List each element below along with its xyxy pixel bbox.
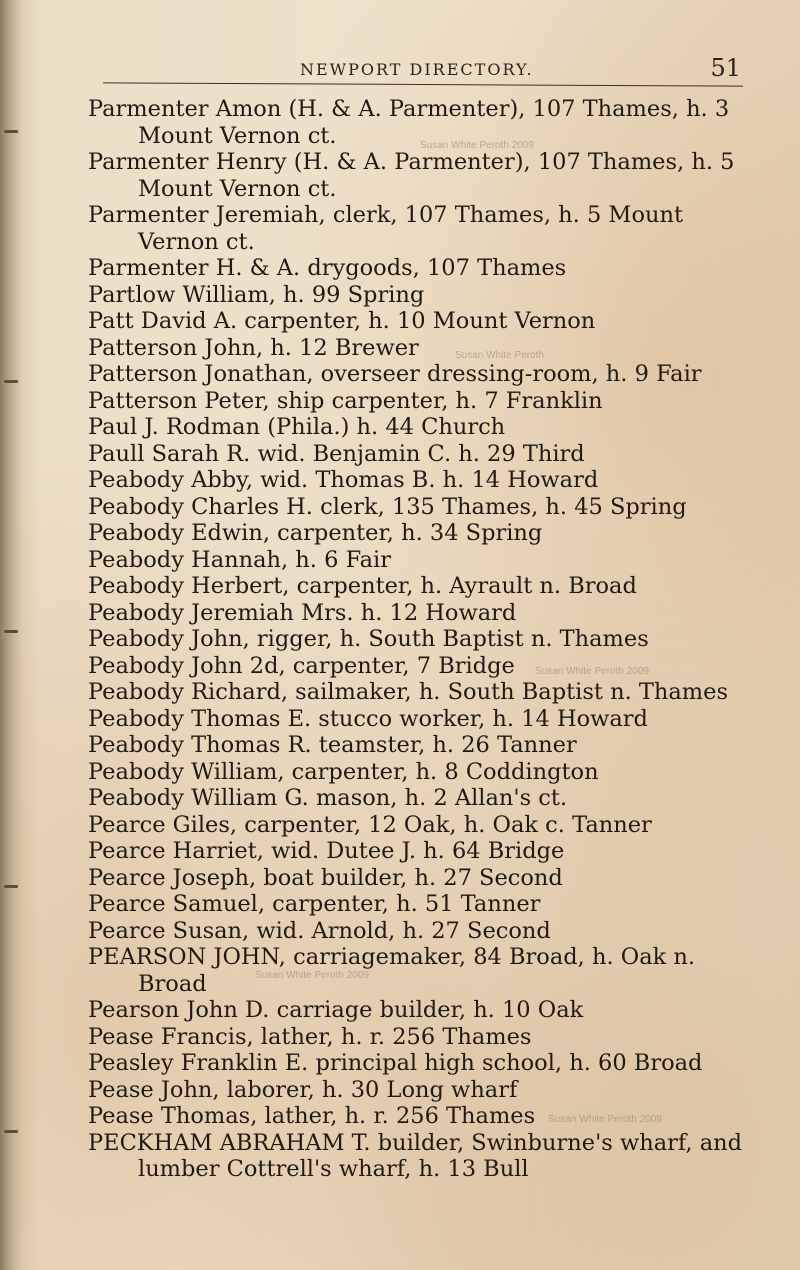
directory-entry: Parmenter Henry (H. & A. Parmenter), 107 Thames, h. 5 Mount Vernon ct. [88,149,735,202]
watermark: Susan White Peroth 2009 [548,1114,662,1125]
directory-entry: Peabody John 2d, carpenter, 7 Bridge [88,652,515,679]
binding-stitch [4,1130,18,1133]
directory-entry: Pease Thomas, lather, h. r. 256 Thames [88,1103,536,1129]
directory-entry: Peabody William G. mason, h. 2 Allan's ct. [88,785,568,811]
watermark: Susan White Peroth 2009 [420,140,534,151]
directory-entry: Pearce Joseph, boat builder, h. 27 Second [88,864,563,891]
book-binding [0,0,22,1270]
binding-stitch [4,630,18,633]
page-title: NEWPORT DIRECTORY. [300,60,534,79]
directory-entry: Patterson John, h. 12 Brewer [88,334,419,361]
watermark: Susan White Peroth 2009 [255,970,369,981]
directory-entry: Pease John, laborer, h. 30 Long wharf [88,1076,518,1103]
directory-entry: Partlow William, h. 99 Spring [88,281,425,308]
watermark: Susan White Peroth [455,350,544,361]
binding-stitch [4,130,18,133]
directory-entry: Pearce Samuel, carpenter, h. 51 Tanner [88,891,541,917]
directory-entry: Peabody Herbert, carpenter, h. Ayrault n. Broad [88,573,637,599]
directory-entry: PEARSON JOHN, carriagemaker, 84 Broad, h. Oak n. Broad [88,944,696,997]
directory-entry: Parmenter H. & A. drygoods, 107 Thames [88,255,567,281]
directory-entries [88,96,748,1183]
directory-entry: Peasley Franklin E. principal high school, h. 60 Broad [88,1050,703,1076]
directory-entry: Patterson Peter, ship carpenter, h. 7 Franklin [88,387,603,414]
directory-entry: Peabody Hannah, h. 6 Fair [88,546,392,573]
directory-entry: Paul J. Rodman (Phila.) h. 44 Church [88,414,506,440]
binding-stitch [4,885,18,888]
directory-entry: Parmenter Amon (H. & A. Parmenter), 107 Thames, h. 3 Mount Vernon ct. [88,96,730,149]
directory-entry: Peabody John, rigger, h. South Baptist n. Thames [88,626,649,652]
directory-entry: Pease Francis, lather, h. r. 256 Thames [88,1023,532,1050]
directory-entry: Peabody Abby, wid. Thomas B. h. 14 Howard [88,467,599,493]
directory-entry: Peabody William, carpenter, h. 8 Coddington [88,758,599,785]
page-number: 51 [710,54,741,82]
directory-entry: Peabody Thomas R. teamster, h. 26 Tanner [88,732,577,758]
directory-entry: Pearce Harriet, wid. Dutee J. h. 64 Bridge [88,838,565,864]
directory-entry: Pearce Susan, wid. Arnold, h. 27 Second [88,917,551,944]
directory-entry: Peabody Richard, sailmaker, h. South Baptist n. Thames [88,679,728,705]
directory-entry: Parmenter Jeremiah, clerk, 107 Thames, h. 5 Mount Vernon ct. [88,202,684,255]
directory-entry: Patterson Jonathan, overseer dressing-room, h. 9 Fair [88,361,702,387]
directory-entry: PECKHAM ABRAHAM T. builder, Swinburne's wharf, and lumber Cottrell's wharf, h. 13 Bull [88,1129,743,1182]
directory-entry: Peabody Thomas E. stucco worker, h. 14 Howard [88,705,648,732]
directory-entry: Paull Sarah R. wid. Benjamin C. h. 29 Third [88,440,585,467]
directory-entry: Peabody Jeremiah Mrs. h. 12 Howard [88,599,517,626]
directory-entry: Pearson John D. carriage builder, h. 10 Oak [88,997,584,1023]
directory-entry: Pearce Giles, carpenter, 12 Oak, h. Oak c. Tanner [88,811,652,838]
directory-entry: Patt David A. carpenter, h. 10 Mount Vernon [88,308,596,334]
binding-stitch [4,380,18,383]
watermark: Susan White Peroth 2009 [535,666,649,677]
directory-entry: Peabody Edwin, carpenter, h. 34 Spring [88,520,543,546]
directory-entry: Peabody Charles H. clerk, 135 Thames, h. 45 Spring [88,493,687,520]
